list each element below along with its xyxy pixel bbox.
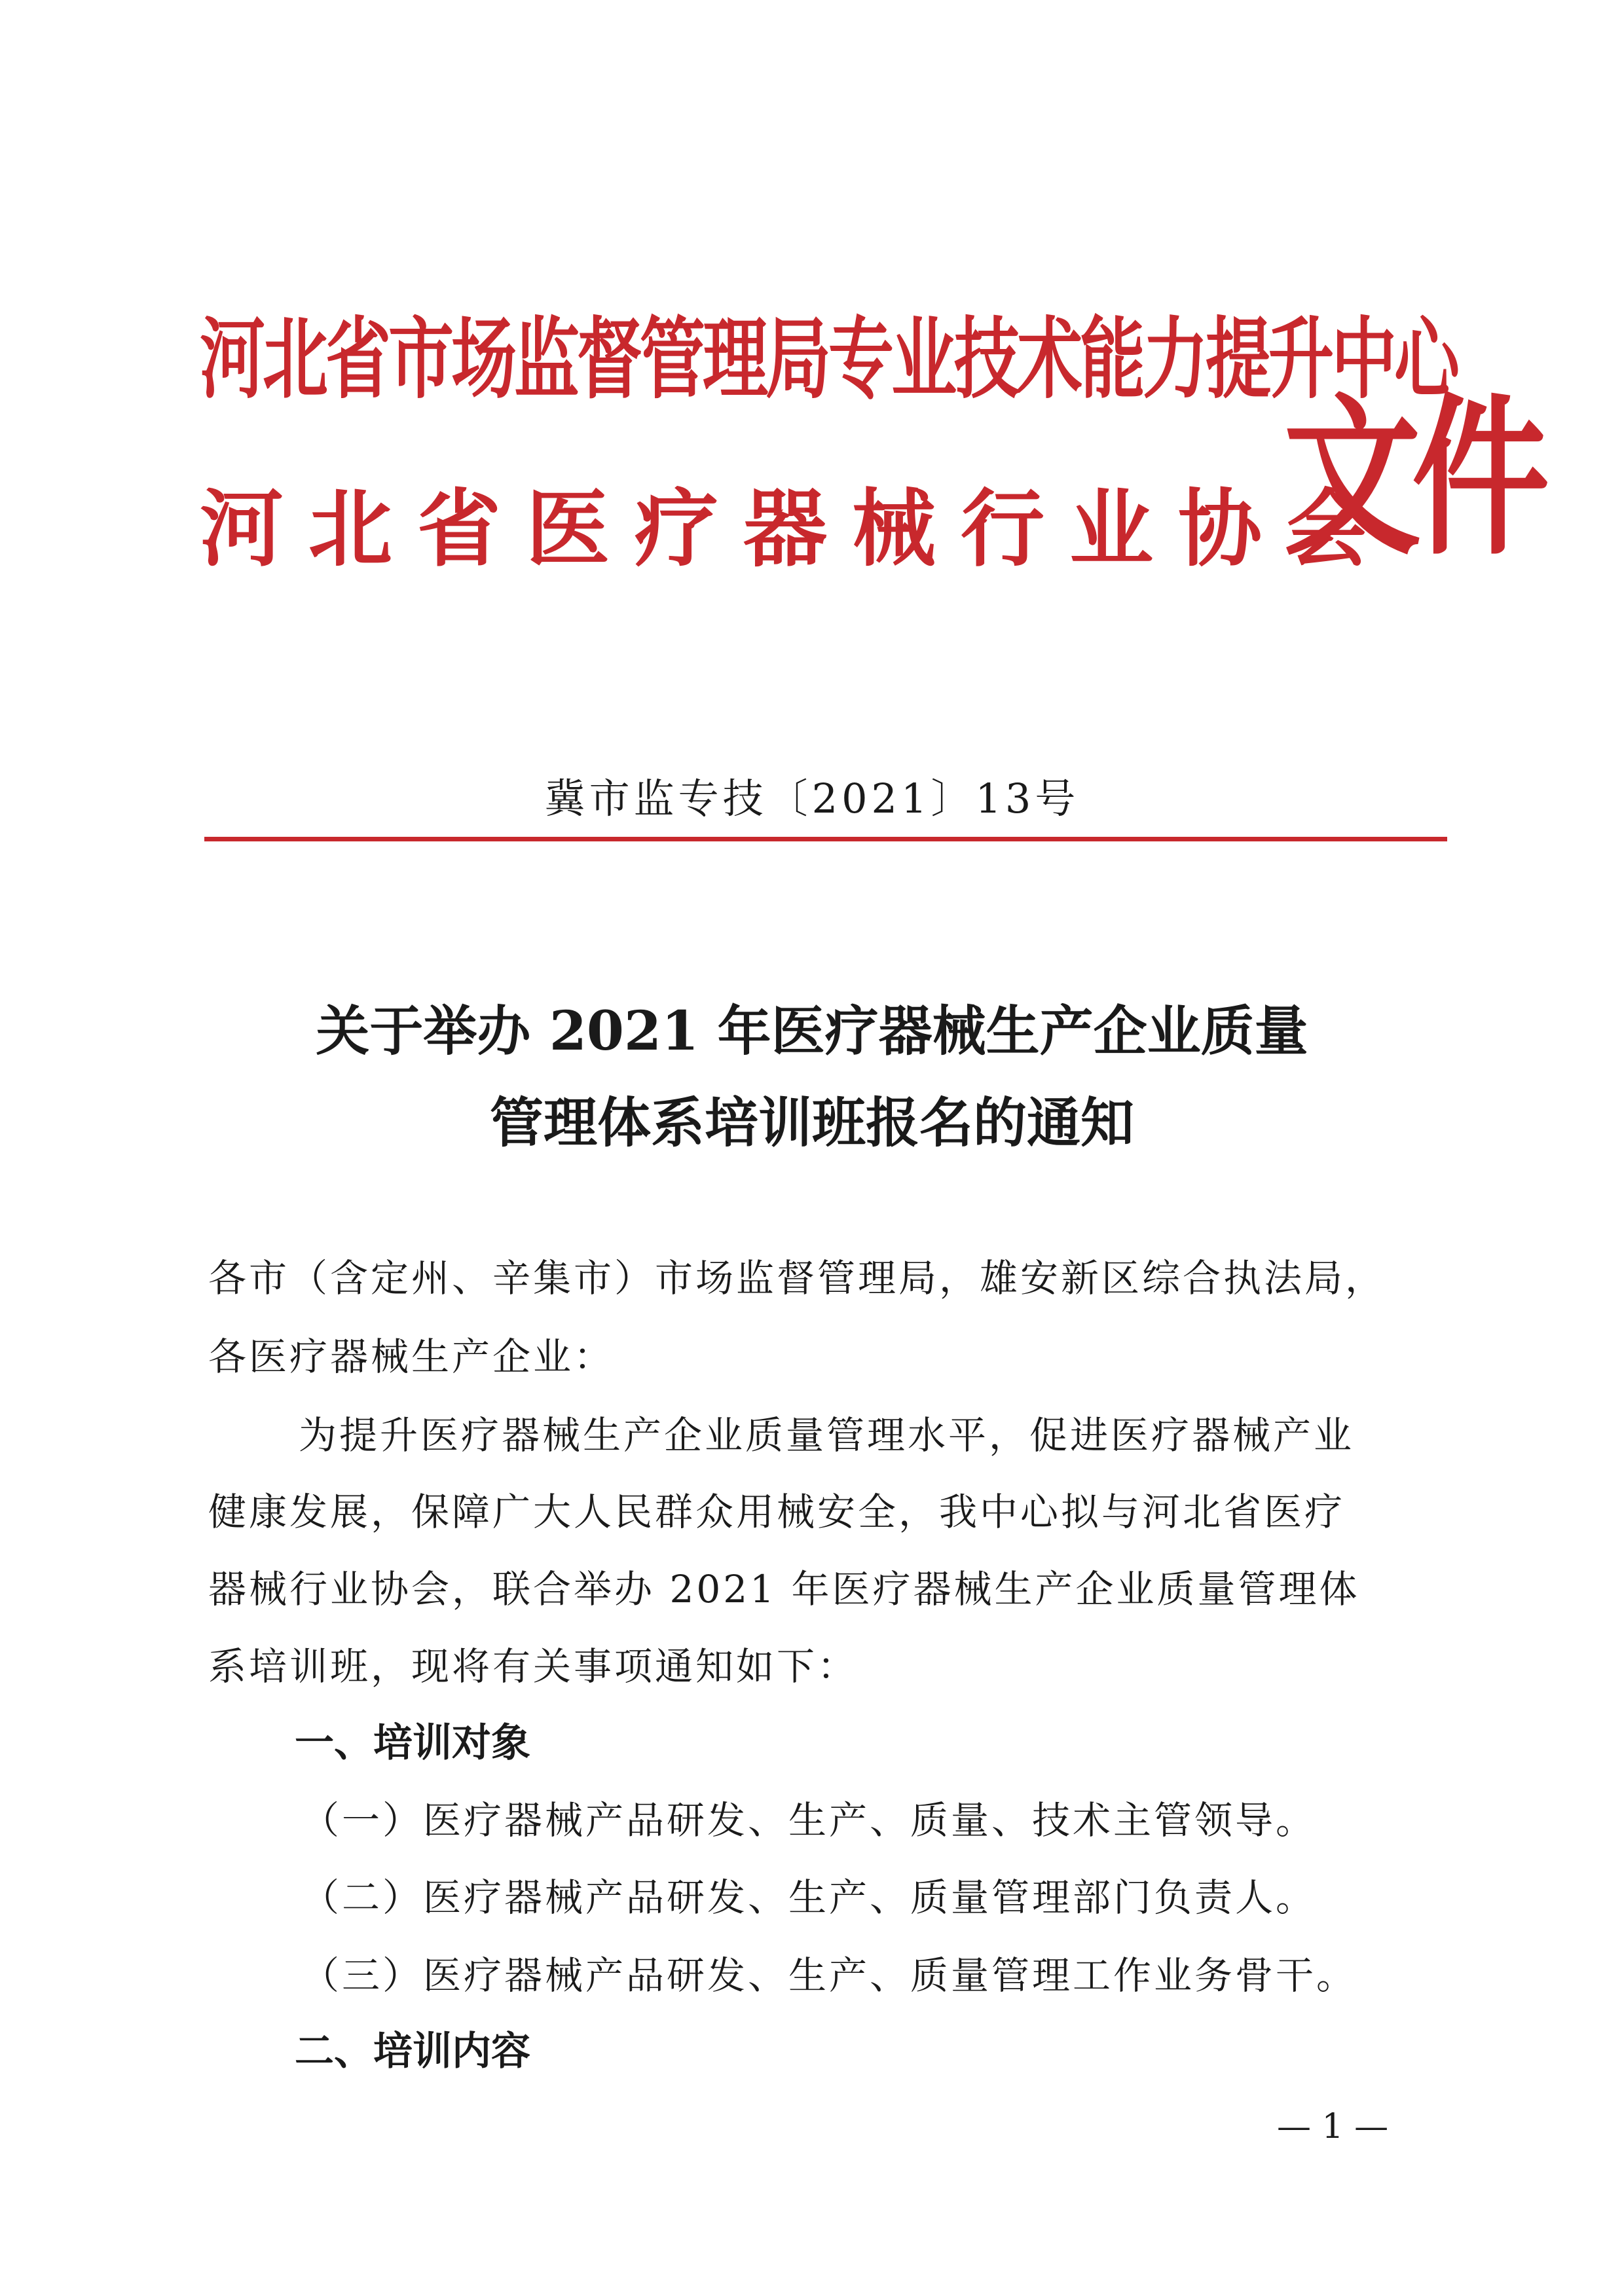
- intro-paragraph-line-2: 健康发展，保障广大人民群众用械安全，我中心拟与河北省医疗: [208, 1490, 1346, 1534]
- notice-title-line-2: 管理体系培训班报名的通知: [489, 1092, 1134, 1154]
- section-heading-training-targets: 一、培训对象: [295, 1720, 530, 1766]
- issuer-name-primary: 河北省市场监督管理局专业技术能力提升中心: [200, 307, 1457, 411]
- intro-paragraph-line-3: 器械行业协会，联合举办 2021 年医疗器械生产企业质量管理体: [208, 1567, 1360, 1611]
- intro-paragraph-line-1: 为提升医疗器械生产企业质量管理水平，促进医疗器械产业: [299, 1413, 1355, 1458]
- list-item-target-3: （三）医疗器械产品研发、生产、质量管理工作业务骨干。: [301, 1953, 1357, 1998]
- list-item-target-2: （二）医疗器械产品研发、生产、质量管理部门负责人。: [301, 1875, 1317, 1920]
- document-number: 冀市监专技〔2021〕13号: [544, 775, 1080, 822]
- red-divider-rule: [204, 837, 1447, 841]
- notice-title-line-1: 关于举办 2021 年医疗器械生产企业质量: [316, 1000, 1308, 1063]
- issuer-name-secondary: 河北省医疗器械行业协会: [200, 481, 1396, 578]
- list-item-target-1: （一）医疗器械产品研发、生产、质量、技术主管领导。: [301, 1798, 1317, 1843]
- page-number: — 1 —: [1277, 2107, 1389, 2146]
- addressee-line-1: 各市（含定州、辛集市）市场监督管理局，雄安新区综合执法局，: [208, 1256, 1386, 1300]
- intro-paragraph-line-4: 系培训班，现将有关事项通知如下：: [208, 1644, 858, 1689]
- section-heading-training-content: 二、培训内容: [295, 2029, 530, 2074]
- addressee-line-2: 各医疗器械生产企业：: [208, 1334, 615, 1379]
- document-type-label: 文件: [1283, 378, 1541, 579]
